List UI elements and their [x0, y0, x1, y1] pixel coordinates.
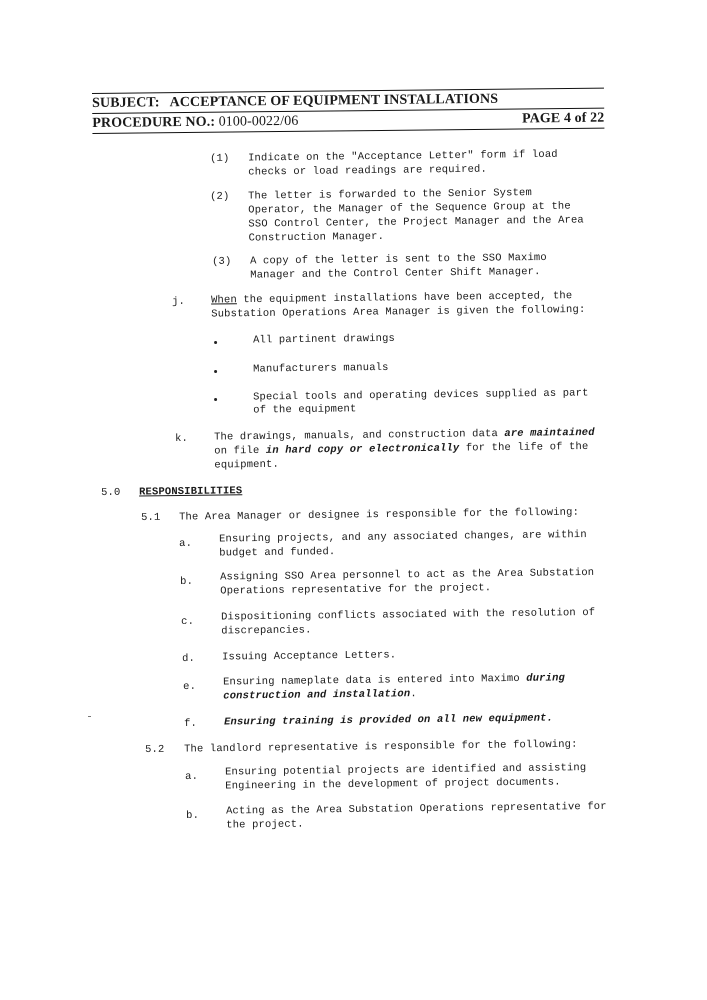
page-number: PAGE 4 of 22	[521, 110, 605, 127]
subject-value: ACCEPTANCE OF EQUIPMENT INSTALLATIONS	[169, 91, 499, 111]
procedure-number: 0100-0022/06	[218, 113, 299, 130]
bullet-icon	[214, 370, 217, 373]
document-page: SUBJECT: ACCEPTANCE OF EQUIPMENT INSTALLATIONS PROCEDURE NO.: 0100-0022/06 PAGE 4 of 22 (1) Indicate on the "Acceptance Letter" form if load checks or load readings are required. (2) The letter is forwarded to the Senior System Operator, the Manager of the Sequence Group at the SSO Control Center, the Project Manager and the Area Construction Manager. (3) A copy of the letter is sent to the SSO Maximo Manager and the Control Center Shift Manager. j. When the equipment installations have been accepted, the Substation Operations Area Manager is given the following: All partinent drawings Manufacturers manuals Special tools and operating devices supplied as part of the equipment k. The drawings, manuals, and construction data are maintained on file in hard copy or electronically for the life of the equipment. 5.0 RESPONSIBILITIES 5.1 The Area Manager or designee is responsible for the following: a. Ensuring projects, and any associated changes, are within budget and funded. b. Assigning SSO Area personnel to act as the Area Substation Operations representative for the project. c. Dispositioning conflicts associated with the resolution of discrepancies. d. Issuing Acceptance Letters. e. Ensuring nameplate data is entered into Maximo during construction and installation. f. Ensuring training is provided on all new equipment. 5.2 The landlord representative is responsible for the following: a. Ensuring potential projects are identified and assisting Engineering in the development of project documents. b. Acting as the Area Substation Operations representative for the project.	[0, 0, 707, 1000]
bullet-icon	[214, 398, 217, 401]
document-header	[92, 88, 604, 134]
procedure-label: PROCEDURE NO.:	[92, 114, 216, 131]
when-underlined: When	[210, 294, 237, 307]
subject-label: SUBJECT:	[92, 95, 160, 111]
section-title: RESPONSIBILITIES	[138, 485, 243, 499]
bullet-icon	[214, 341, 217, 344]
scan-speck	[88, 716, 91, 717]
